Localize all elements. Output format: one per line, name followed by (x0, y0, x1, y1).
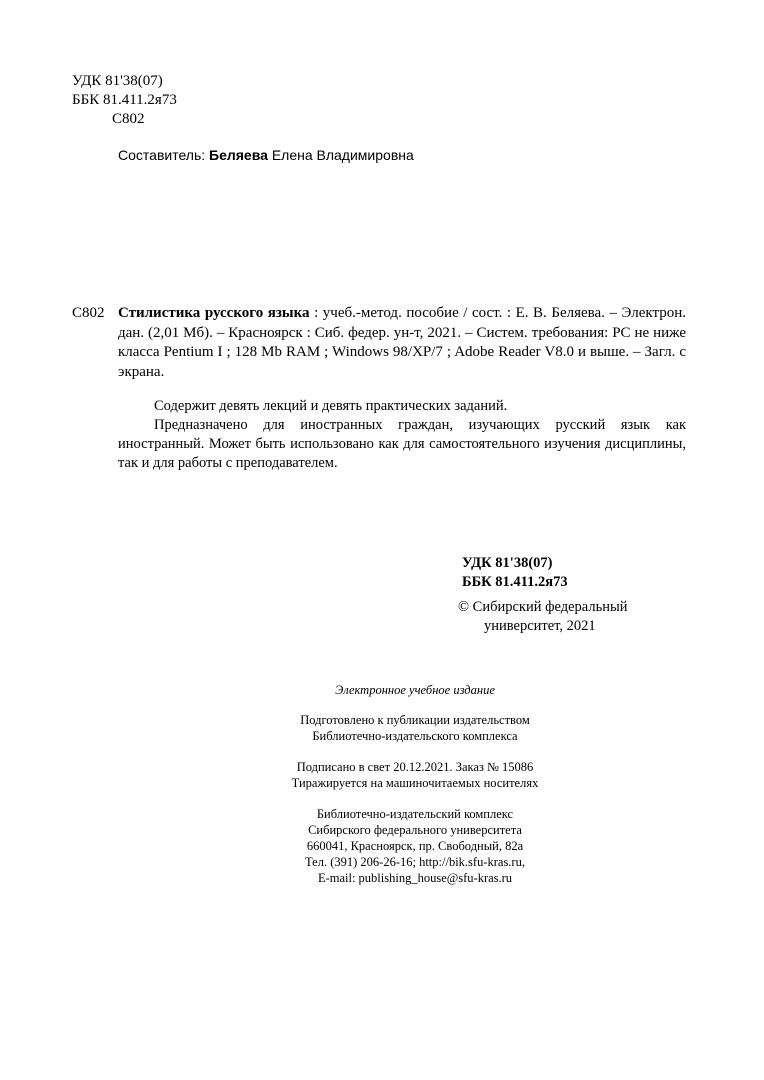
compiler-surname: Беляева (209, 147, 268, 163)
udk-code: УДК 81'38(07) (72, 73, 163, 89)
signed-line: Тиражируется на машиночитаемых носителях (291, 776, 539, 790)
prepared-line: Подготовлено к публикации издательством (300, 713, 530, 727)
bottom-udk-code: УДК 81'38(07) (462, 555, 553, 571)
publisher-line: Сибирского федерального университета (308, 823, 522, 837)
publisher-block (170, 806, 660, 886)
edition-type: Электронное учебное издание (335, 683, 495, 697)
compiler-line (118, 146, 414, 165)
author-sign: С802 (112, 111, 145, 127)
imprint (170, 682, 660, 901)
publisher-line: Библиотечно-издательский комплекс (316, 807, 514, 821)
copyright-line-2: университет, 2021 (484, 618, 596, 634)
publisher-email: E-mail: publishing_house@sfu-kras.ru (317, 871, 513, 885)
annotation (118, 397, 686, 473)
copyright-line-1: © Сибирский федеральный (458, 599, 628, 615)
classification-codes (72, 72, 177, 129)
signed-block (170, 759, 660, 791)
annotation-line-2: Предназначено для иностранных граждан, изучающих русский язык как иностранный. Может быть использовано как для самостоятельного изучения дисциплины, так и для работы с преподавателем. (118, 417, 686, 471)
prepared-block (170, 712, 660, 744)
biblio-details: : учеб.-метод. пособие / сост. : Е. В. Беляева. – Электрон. дан. (2,01 Мб). – Красноярск : Сиб. федер. ун-т, 2021. – Систем. требования: PC не ниже класса Pentium I ; 128 Mb RAM ; Windows 98/XP/7 ; Adobe Reader V8.0 и выше. – Загл. с экрана. (118, 305, 686, 380)
compiler-given-names: Елена Владимировна (271, 147, 414, 163)
prepared-line: Библиотечно-издательского комплекса (312, 729, 518, 743)
publisher-address: 660041, Красноярск, пр. Свободный, 82а (306, 839, 524, 853)
publisher-phone-url: Тел. (391) 206-26-16; http://bik.sfu-kras.ru, (305, 855, 525, 869)
annotation-line-1: Содержит девять лекций и девять практических заданий. (154, 398, 508, 414)
biblio-code: С802 (72, 305, 105, 321)
compiler-label: Составитель: (118, 147, 206, 163)
bottom-bbk-code: ББК 81.411.2я73 (462, 574, 568, 590)
bottom-classification-codes (462, 554, 568, 592)
bibliographic-description (118, 304, 686, 382)
bbk-code: ББК 81.411.2я73 (72, 92, 177, 108)
copyright (458, 598, 627, 636)
book-title: Стилистика русского языка (118, 305, 310, 321)
signed-line: Подписано в свет 20.12.2021. Заказ № 15086 (296, 760, 534, 774)
